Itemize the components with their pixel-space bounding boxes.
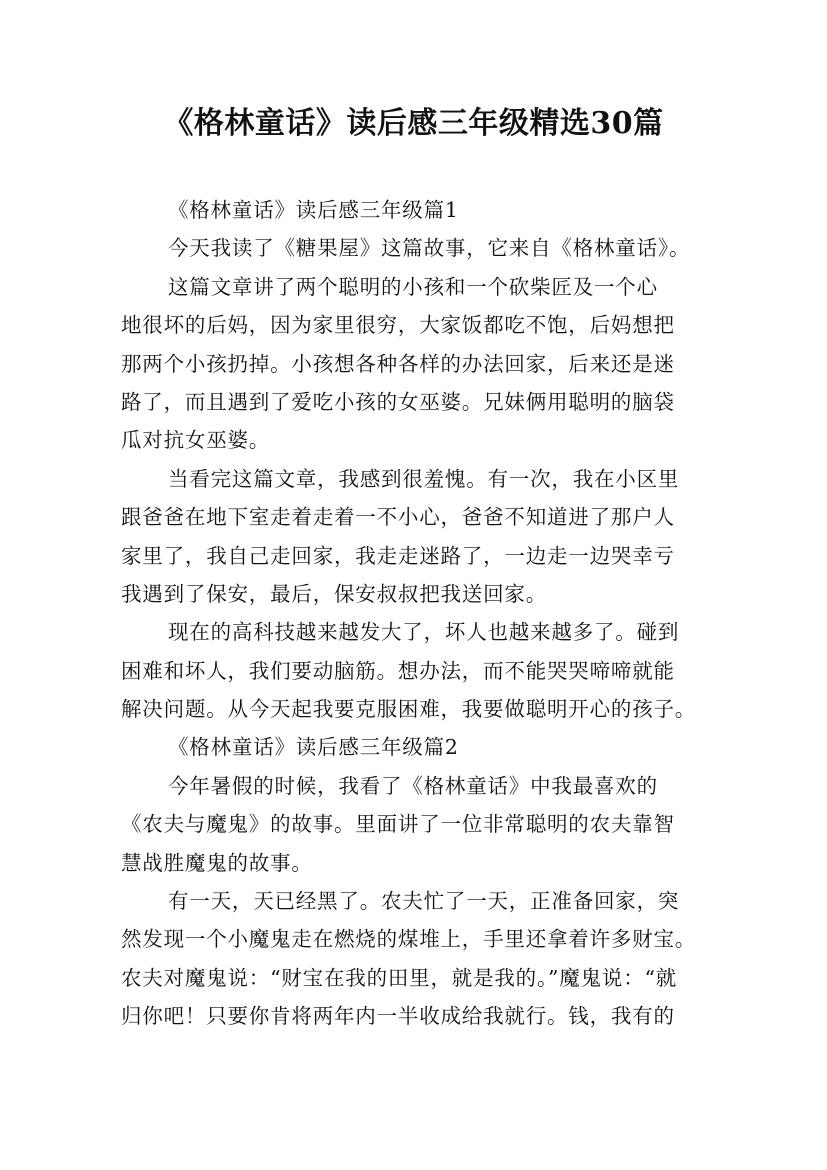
- text-line: 归你吧！只要你肯将两年内一半收成给我就行。钱，我有的: [121, 1004, 675, 1029]
- text-line: 困难和坏人，我们要动脑筋。想办法，而不能哭哭啼啼就能: [121, 658, 675, 683]
- text-line: 《格林童话》读后感三年级篇2: [168, 735, 459, 760]
- text-line: 《格林童话》读后感三年级篇1: [168, 198, 459, 222]
- text-line: 有一天，天已经黑了。农夫忙了一天，正准备回家，突: [168, 889, 680, 914]
- text-line: 我遇到了保安，最后，保安叔叔把我送回家。: [121, 581, 547, 606]
- text-line: 跟爸爸在地下室走着走着一不小心，爸爸不知道进了那户人: [121, 505, 675, 530]
- text-line: 今天我读了《糖果屋》这篇故事，它来自《格林童话》。: [168, 236, 691, 261]
- text-line: 这篇文章讲了两个聪明的小孩和一个砍柴匠及一个心: [168, 274, 658, 299]
- text-line: 现在的高科技越来越发大了，坏人也越来越多了。碰到: [168, 620, 680, 645]
- text-line: 解决问题。从今天起我要克服困难，我要做聪明开心的孩子。: [121, 697, 697, 722]
- document-title: 《格林童话》读后感三年级精选30篇: [163, 106, 664, 141]
- text-line: 慧战胜魔鬼的故事。: [121, 850, 313, 875]
- text-line: 当看完这篇文章，我感到很羞愧。有一次，我在小区里: [168, 466, 680, 491]
- text-line: 瓜对抗女巫婆。: [121, 428, 271, 453]
- text-line: 农夫对魔鬼说：“财宝在我的田里，就是我的。”魔鬼说：“就: [121, 965, 678, 990]
- text-line: 然发现一个小魔鬼走在燃烧的煤堆上，手里还拿着许多财宝。: [121, 927, 697, 952]
- text-line: 今年暑假的时候，我看了《格林童话》中我最喜欢的: [168, 773, 658, 798]
- text-line: 地很坏的后妈，因为家里很穷，大家饭都吃不饱，后妈想把: [121, 313, 675, 338]
- document-body: [121, 191, 711, 1036]
- text-line: 家里了，我自己走回家，我走走迷路了，一边走一边哭幸亏: [121, 543, 675, 568]
- text-line: 《农夫与魔鬼》的故事。里面讲了一位非常聪明的农夫靠智: [121, 812, 675, 837]
- text-line: 路了，而且遇到了爱吃小孩的女巫婆。兄妹俩用聪明的脑袋: [121, 389, 675, 414]
- text-line: 那两个小孩扔掉。小孩想各种各样的办法回家，后来还是迷: [121, 351, 675, 376]
